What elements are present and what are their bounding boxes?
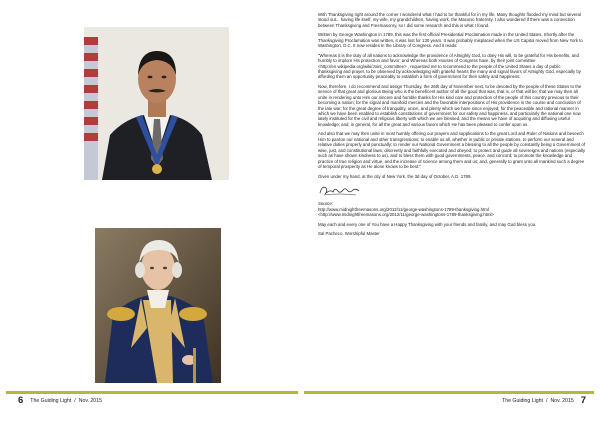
paragraph-history: Written by George Washington in 1789, this was the first official Presidential Proclamation made in the United States. Shortly after the Thanksgiving Proclamation was written, it was lost for 130 years. It was probably misplaced when the US Capitol moved from New York to Washington, D.C. It now resides in the Library of Congress. And it reads: xyxy=(318,32,583,49)
source-link-1[interactable]: http://www.midnightfreemasons.org/2012/11/george-washingtons-1789-thanksgiving.html xyxy=(318,206,489,212)
issue-date-left: Nov. 2015 xyxy=(78,397,102,404)
paragraph-proclamation-now-therefore: Now, therefore, I do recommend and assign Thursday, the 26th day of November next, to be devoted by the people of these States to the service of that great and glorious Being who is the beneficent author of all the good that was, that is, or that will be; that we may then all unite in rendering unto Him our sincere and humble thanks for His kind care and protection of the people of this country previous to their becoming a nation; for the signal and manifold mercies and the favorable interpositions of His providence in the course and conclusion of the late war; for the great degree of tranquility, union, and plenty which we have since enjoyed; for the peaceable and rational manner in which we have been enabled to establish constitutions of government for our safety and happiness, and particularly the national one now lately instituted for the civil and religious liberty with which we are blessed, and the means we have of acquiring and diffusing useful knowledge; and, in general, for all the great and various favors which He has been pleased to confer upon us. xyxy=(318,84,582,127)
footer-separator-left: / xyxy=(74,397,76,404)
paragraph-proclamation-whereas: "Whereas it is the duty of all nations to acknowledge the providence of Almighty God, to obey His will, to be grateful for His benefits, and humbly to implore His protection and favor; and Whereas both Houses of Congress have, by their joint committee <http://en.wikipedia.org/wiki/Joint_committee> , requested me to recommend to the people of the United States a day of public thanksgiving and prayer, to be observed by acknowledging with grateful hearts the many and signal favors of Almighty God, especially by affording them an opportunity peaceably to establish a form of government for their safety and happiness: xyxy=(318,52,581,80)
source-label: Source: xyxy=(318,201,333,207)
article-body xyxy=(318,12,586,380)
footer-rule-left xyxy=(6,391,298,394)
page-number-right: 7 xyxy=(580,395,586,406)
signature-mark xyxy=(318,183,362,197)
worshipful-master-photo xyxy=(84,27,229,180)
publication-name-right: The Guiding Light xyxy=(502,397,543,404)
george-washington-portrait-photo xyxy=(95,228,221,383)
footer-rule-right xyxy=(304,391,594,394)
issue-date-right: Nov. 2015 xyxy=(550,397,574,404)
paragraph-given-under-hand: Given under my hand, at the city of New York, the 3d day of October, A.D. 1789. xyxy=(318,173,472,179)
washington-signature xyxy=(318,183,586,197)
george-washington-painting xyxy=(95,228,221,383)
closing-wish: May each and every one of You have a Happy Thanksgiving with your friends and family, and may God bless you. xyxy=(318,221,537,227)
author-signoff: Sal Pacheco, Worshipful Master xyxy=(318,231,380,237)
paragraph-proclamation-prayers: And also that we may then unite in most humbly offering our prayers and supplications to the great Lord and Ruler of Nations and beseech Him to pardon our national and other transgressions; to enable us all, whether in public or private stations, to perform our several and relative duties properly and punctually; to render our National Government a blessing to all the people by constantly being a Government of wise, just, and constitutional laws, discreetly and faithfully executed and obeyed; to protect and guide all sovereigns and nations (especially such as have shown kindness to us), and to bless them with good governments, peace, and concord; to promote the knowledge and practice of true religion and virtue, and the increase of science among them and us; and, generally to grant unto all mankind such a degree of temporal prosperity as He alone knows to be best." xyxy=(318,131,586,169)
page-number-left: 6 xyxy=(18,395,24,406)
footer-separator-right: / xyxy=(545,397,548,404)
source-link-2[interactable]: <http://www.midnightfreemasons.org/2012/11/george-washingtons-1789-thanksgiving.html> xyxy=(318,211,494,217)
footer-left xyxy=(18,395,102,406)
footer-right xyxy=(502,395,586,406)
publication-name-left: The Guiding Light xyxy=(30,397,72,404)
paragraph-intro: With Thanksgiving right around the corner I wondered what I had to be thankful for in my life. Many thoughts flooded my mind but several stood out... having life itself, my wife, my grandchildren, having work, the Masonic fraternity. I also wondered if there was a connection between Thanksgiving and Freemasonry, so I did some research and this is what I found. xyxy=(318,12,581,28)
worshipful-master-portrait xyxy=(84,27,229,180)
